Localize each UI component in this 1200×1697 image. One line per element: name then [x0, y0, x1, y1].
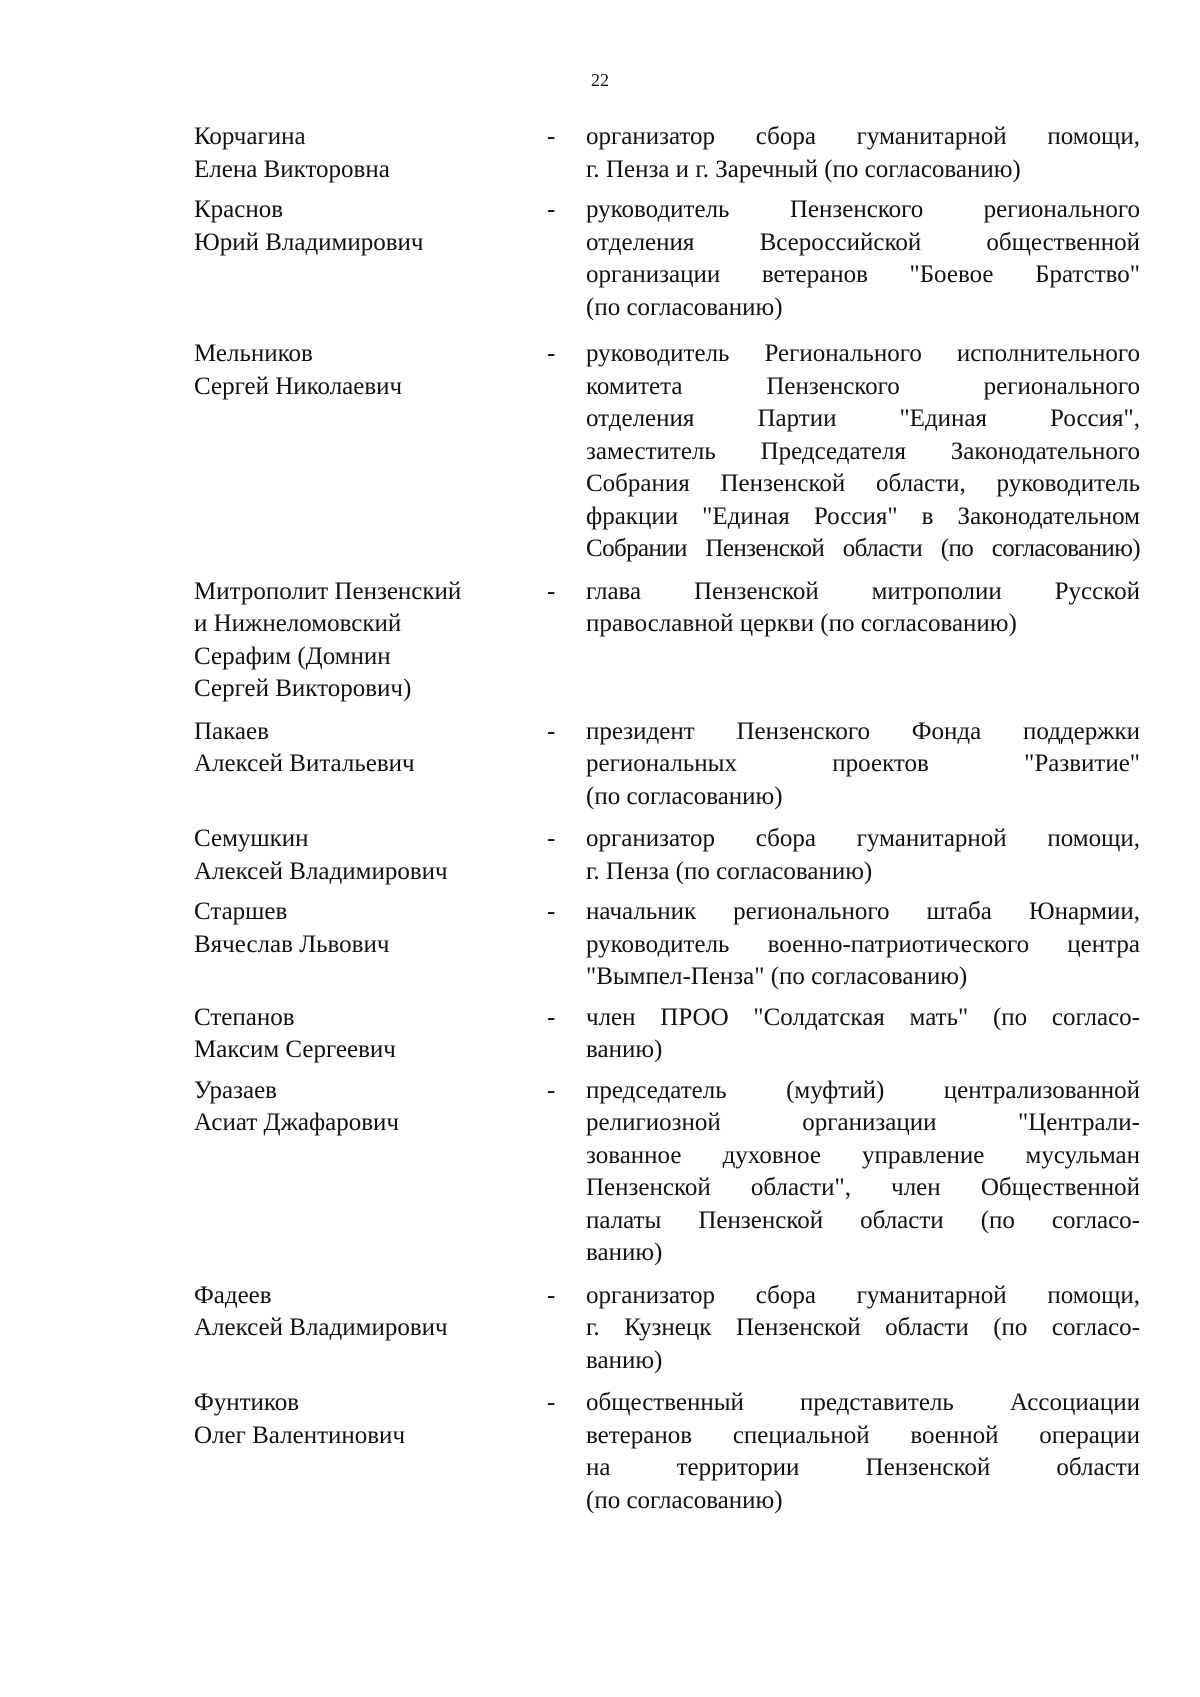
member-name: [194, 1075, 544, 1140]
member-name-line: Пакаев: [194, 717, 269, 745]
separator-dash: -: [547, 340, 556, 367]
member-name: [194, 1280, 544, 1345]
member-name-line: Краснов: [194, 196, 284, 223]
member-name-line: Степанов: [194, 1003, 295, 1031]
member-name-line: и Нижнеломовский: [194, 610, 402, 637]
separator-dash: -: [547, 1281, 556, 1309]
member-role-line: Собрания Пензенской области, руководитель: [586, 470, 1140, 497]
member-role-line: заместитель Председателя Законодательного: [586, 437, 1140, 465]
member-name-line: Елена Викторовна: [194, 155, 390, 183]
member-role-line: общественный представитель Ассоциации: [586, 1389, 1140, 1416]
member-role-line: (по согласованию): [586, 293, 783, 321]
member-role-line: религиозной организации "Централи-: [586, 1109, 1140, 1136]
member-role-line: начальник регионального штаба Юнармии,: [586, 898, 1140, 925]
member-name: [194, 896, 544, 961]
member-name-line: Семушкин: [194, 825, 309, 852]
member-role: [586, 823, 1140, 888]
member-role: [586, 1002, 1140, 1067]
member-role-line: председатель (муфтий) централизованной: [586, 1076, 1140, 1104]
member-role-line: палаты Пензенской области (по согласо-: [586, 1206, 1140, 1234]
separator-dash: -: [547, 1389, 556, 1416]
member-name-line: Фадеев: [194, 1281, 272, 1309]
member-name: [194, 1387, 544, 1452]
member-role-line: руководитель Регионального исполнительного: [586, 340, 1140, 367]
separator-dash: -: [547, 577, 556, 605]
member-name-line: Митрополит Пензенский: [194, 577, 462, 605]
member-role-line: (по согласованию): [586, 782, 783, 810]
member-role-line: организатор сбора гуманитарной помощи,: [586, 1281, 1140, 1309]
separator-dash: -: [547, 1076, 556, 1104]
member-role-line: г. Пенза и г. Заречный (по согласованию): [586, 155, 1021, 183]
member-role-line: г. Кузнецк Пензенской области (по согласо-: [586, 1314, 1140, 1341]
member-name: [194, 716, 544, 781]
member-role: [586, 1387, 1140, 1517]
member-name-line: Уразаев: [194, 1076, 277, 1104]
member-role-line: ванию): [586, 1346, 663, 1374]
member-role-line: (по согласованию): [586, 1486, 783, 1514]
member-role-line: г. Пенза (по согласованию): [586, 857, 873, 885]
member-role-line: на территории Пензенской области: [586, 1454, 1140, 1481]
separator-dash: -: [547, 898, 556, 925]
separator-dash: -: [547, 196, 556, 223]
member-name: [194, 338, 544, 403]
member-name-line: Максим Сергеевич: [194, 1036, 396, 1063]
member-role-line: комитета Пензенского регионального: [586, 372, 1140, 400]
member-name-line: Сергей Викторович): [194, 675, 412, 702]
member-entry: [194, 121, 1140, 186]
member-entry: [194, 338, 1140, 566]
separator-dash: -: [547, 123, 556, 150]
member-name: [194, 121, 544, 186]
member-entry: [194, 1075, 1140, 1270]
member-name: [194, 194, 544, 259]
member-role-line: Собрании Пензенской области (по согласованию): [586, 535, 1140, 562]
member-name-line: Юрий Владимирович: [194, 228, 424, 256]
member-entry: [194, 1280, 1140, 1378]
member-entry: [194, 896, 1140, 994]
member-entry: [194, 1002, 1140, 1067]
member-entry: [194, 823, 1140, 888]
member-name-line: Алексей Владимирович: [194, 857, 448, 885]
member-role-line: руководитель военно-патриотического центра: [586, 930, 1140, 958]
member-role-line: организации ветеранов "Боевое Братство": [586, 261, 1140, 288]
member-name: [194, 576, 544, 706]
member-list: [194, 121, 1140, 1517]
member-name-line: Мельников: [194, 340, 313, 367]
separator-dash: -: [547, 825, 556, 852]
separator-dash: -: [547, 1003, 556, 1031]
member-role-line: организатор сбора гуманитарной помощи,: [586, 123, 1140, 150]
member-role: [586, 576, 1140, 641]
member-role: [586, 194, 1140, 324]
member-entry: [194, 576, 1140, 706]
member-role-line: Пензенской области", член Общественной: [586, 1174, 1140, 1201]
member-name-line: Серафим (Домнин: [194, 642, 391, 670]
member-entry: [194, 194, 1140, 324]
member-role: [586, 338, 1140, 566]
member-role-line: руководитель Пензенского регионального: [586, 196, 1140, 223]
member-role: [586, 121, 1140, 186]
separator-dash: -: [547, 717, 556, 745]
member-role-line: православной церкви (по согласованию): [586, 610, 1017, 637]
member-name-line: Старшев: [194, 898, 288, 925]
page-number: 22: [591, 70, 609, 90]
member-role-line: глава Пензенской митрополии Русской: [586, 577, 1140, 605]
member-name-line: Асиат Джафарович: [194, 1109, 400, 1136]
member-name-line: Олег Валентинович: [194, 1421, 406, 1449]
member-role-line: член ПРОО "Солдатская мать" (по согласо-: [586, 1003, 1140, 1031]
member-role-line: президент Пензенского Фонда поддержки: [586, 717, 1140, 745]
member-role-line: ветеранов специальной военной операции: [586, 1421, 1140, 1449]
member-role-line: региональных проектов "Развитие": [586, 750, 1140, 777]
member-name-line: Алексей Витальевич: [194, 750, 415, 777]
member-role-line: "Вымпел-Пенза" (по согласованию): [586, 963, 968, 990]
member-role-line: отделения Всероссийской общественной: [586, 228, 1140, 256]
member-name-line: Алексей Владимирович: [194, 1314, 448, 1341]
member-role-line: отделения Партии "Единая Россия",: [586, 405, 1140, 432]
member-name-line: Фунтиков: [194, 1389, 300, 1416]
member-role: [586, 896, 1140, 994]
member-name: [194, 1002, 544, 1067]
member-role-line: ванию): [586, 1036, 663, 1063]
member-entry: [194, 1387, 1140, 1517]
member-name-line: Вячеслав Львович: [194, 930, 390, 958]
member-role: [586, 716, 1140, 814]
member-name-line: Корчагина: [194, 123, 306, 150]
member-role-line: организатор сбора гуманитарной помощи,: [586, 825, 1140, 852]
member-role: [586, 1075, 1140, 1270]
member-name: [194, 823, 544, 888]
member-role-line: зованное духовное управление мусульман: [586, 1141, 1140, 1169]
member-entry: [194, 716, 1140, 814]
member-role-line: ванию): [586, 1239, 663, 1266]
member-name-line: Сергей Николаевич: [194, 372, 403, 400]
member-role: [586, 1280, 1140, 1378]
member-role-line: фракции "Единая Россия" в Законодательном: [586, 502, 1140, 530]
